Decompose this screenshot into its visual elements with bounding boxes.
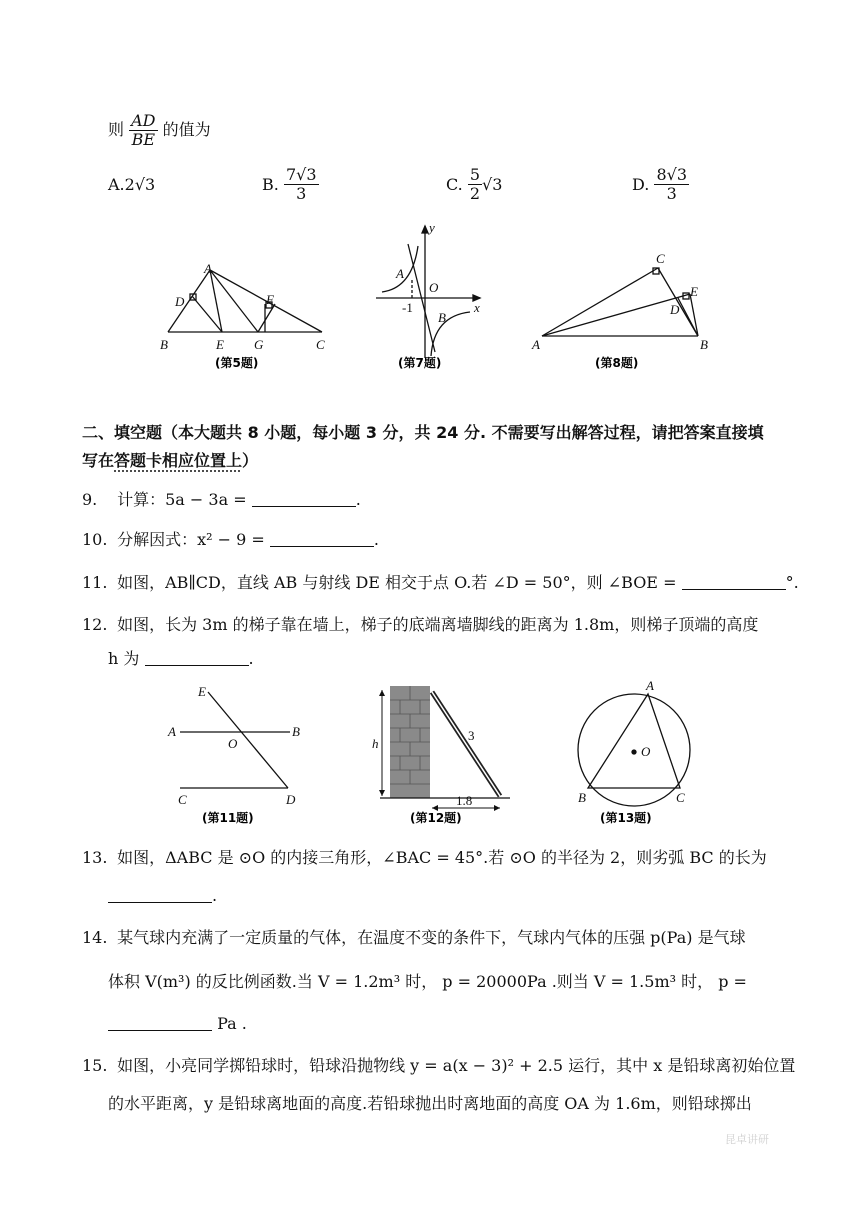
option-b (262, 166, 319, 203)
option-label: B. (262, 175, 279, 194)
fig12-caption: (第12题) (410, 811, 462, 825)
fig8-label-c: C (656, 251, 665, 266)
fraction-numerator: AD (131, 111, 156, 130)
fig7-label-a: A (396, 266, 404, 281)
answer-blank[interactable] (252, 490, 356, 507)
fig13-label-o: O (641, 744, 651, 759)
question-9: 9. 计算：5a − 3a = . (82, 488, 361, 512)
question-15 (82, 1054, 795, 1078)
ad-over-be-fraction (129, 112, 157, 149)
fig11-label-e: E (198, 684, 206, 699)
option-value: 2√3 (124, 175, 156, 194)
option-label: C. (446, 175, 463, 194)
section-2-title: 二、填空题（本大题共 8 小题，每小题 3 分，共 24 分. 不需要写出解答过程，请把答案直接填 (82, 423, 764, 442)
question-text: 如图，长为 3m 的梯子靠在墙上，梯子的底端离墙脚线的距离为 1.8m，则梯子顶端的高度 (117, 615, 759, 634)
fraction-denominator: BE (131, 130, 156, 149)
fig5-caption: (第5题) (215, 356, 259, 370)
question-number: 9. (82, 490, 98, 509)
figure-row-1 (150, 218, 750, 376)
fig8-label-e: E (690, 284, 698, 299)
fig8-label-d: D (670, 302, 680, 317)
question-13 (82, 846, 767, 870)
fig11-label-d: D (286, 792, 296, 807)
fig5-label-e: E (216, 337, 224, 352)
question-stem-tail (108, 112, 211, 149)
question-tail: °. (785, 573, 799, 592)
option-c (446, 166, 502, 203)
option-tail: √3 (482, 175, 503, 194)
option-denominator: 3 (666, 184, 677, 203)
figure-row-2 (160, 676, 720, 836)
answer-blank[interactable] (682, 573, 786, 590)
fig11-label-b: B (292, 724, 300, 739)
fig13-label-c: C (676, 790, 685, 805)
fig7-label-y: y (429, 220, 435, 235)
option-d (632, 166, 689, 203)
fig7-label-o: O (429, 280, 439, 295)
fig8-label-a: A (532, 337, 540, 352)
fig8-caption: (第8题) (595, 356, 639, 370)
question-text: 如图，小亮同学掷铅球时，铅球沿抛物线 y = a(x − 3)² + 2.5 运行，其中 x 是铅球离初始位置 (117, 1056, 796, 1075)
question-number: 15. (82, 1056, 108, 1075)
question-14-line2 (108, 970, 747, 994)
figure-8-labels (531, 251, 708, 352)
fig5-label-g: G (254, 337, 264, 352)
fig12-label-3: 3 (468, 728, 475, 743)
answer-blank[interactable] (108, 1014, 212, 1031)
question-text: 如图，ΔABC 是 ⊙O 的内接三角形，∠BAC = 45°.若 ⊙O 的半径为 2，则劣弧 BC 的长为 (117, 848, 767, 867)
question-text: 体积 V(m³) 的反比例函数.当 V = 1.2m³ 时， p = 20000Pa .则当 V = 1.5m³ 时， p = (108, 972, 747, 991)
fig8-label-b: B (700, 337, 708, 352)
question-text: h 为 (108, 649, 140, 668)
fig7-label-minus-one: -1 (402, 300, 413, 315)
fig7-caption: (第7题) (398, 356, 442, 370)
fig11-label-a: A (168, 724, 176, 739)
question-number: 10. (82, 530, 108, 549)
figure-12 (379, 686, 510, 811)
question-tail: Pa . (217, 1014, 247, 1033)
fig5-label-a: A (204, 261, 212, 276)
watermark: 昆卓讲研 (725, 1133, 769, 1146)
section-title-emphasis: 答题卡相应位置上 (114, 451, 243, 470)
question-14 (82, 926, 746, 950)
section-title-text: 写在 (82, 451, 115, 470)
section-title-text: ） (242, 451, 259, 470)
question-12-line2: h 为 . (108, 649, 254, 668)
question-15-line2 (108, 1092, 752, 1116)
fig12-label-h: h (372, 736, 379, 751)
question-12 (82, 613, 758, 637)
fig11-label-o: O (228, 736, 238, 751)
fig13-caption: (第13题) (600, 811, 652, 825)
option-label: D. (632, 175, 650, 194)
fig7-label-b: B (438, 310, 446, 325)
fig7-label-x: x (474, 300, 480, 315)
figure-5 (168, 270, 322, 332)
question-10: 10. 分解因式：x² − 9 = . (82, 528, 379, 552)
answer-blank[interactable] (145, 649, 249, 666)
figure-13-labels (578, 678, 685, 805)
question-number: 12. (82, 615, 108, 634)
fig5-label-c: C (316, 337, 325, 352)
question-13-line2: . (108, 884, 217, 908)
fig11-label-c: C (178, 792, 187, 807)
question-14-line3 (108, 1012, 247, 1036)
option-denominator: 3 (296, 184, 307, 203)
fig5-label-f: F (266, 292, 274, 307)
fig5-label-d: D (175, 294, 185, 309)
answer-blank[interactable] (108, 886, 212, 903)
question-text: 分解因式：x² − 9 = (117, 530, 265, 549)
figure-7 (376, 226, 480, 358)
figure-7-labels (395, 220, 480, 325)
question-number: 14. (82, 928, 108, 947)
question-text: 的水平距离，y 是铅球离地面的高度.若铅球抛出时离地面的高度 OA 为 1.6m，则铅球掷出 (108, 1094, 752, 1113)
fig11-caption: (第11题) (202, 811, 254, 825)
option-numerator: 8√3 (656, 165, 687, 184)
question-text: 如图，AB∥CD，直线 AB 与射线 DE 相交于点 O.若 ∠D = 50°，则 ∠BOE = (117, 573, 677, 592)
question-number: 11. (82, 573, 108, 592)
option-label: A. (108, 175, 125, 194)
question-11 (82, 571, 799, 595)
option-a (108, 175, 155, 194)
question-number: 13. (82, 848, 108, 867)
fig13-label-b: B (578, 790, 586, 805)
question-text: 某气球内充满了一定质量的气体，在温度不变的条件下，气球内气体的压强 p(Pa) 是气球 (117, 928, 746, 947)
question-text: 计算：5a − 3a = (117, 490, 247, 509)
fig5-label-b: B (160, 337, 168, 352)
stem-prefix: 则 (108, 120, 125, 139)
option-numerator: 7√3 (285, 165, 317, 184)
fig12-label-1-8: 1.8 (456, 793, 473, 808)
section-2-title-line2 (82, 446, 258, 476)
option-denominator: 2 (469, 184, 481, 203)
fig13-label-a: A (646, 678, 654, 693)
option-numerator: 5 (469, 165, 481, 184)
answer-blank[interactable] (270, 530, 374, 547)
figure-13 (578, 694, 690, 806)
stem-suffix: 的值为 (162, 120, 211, 139)
